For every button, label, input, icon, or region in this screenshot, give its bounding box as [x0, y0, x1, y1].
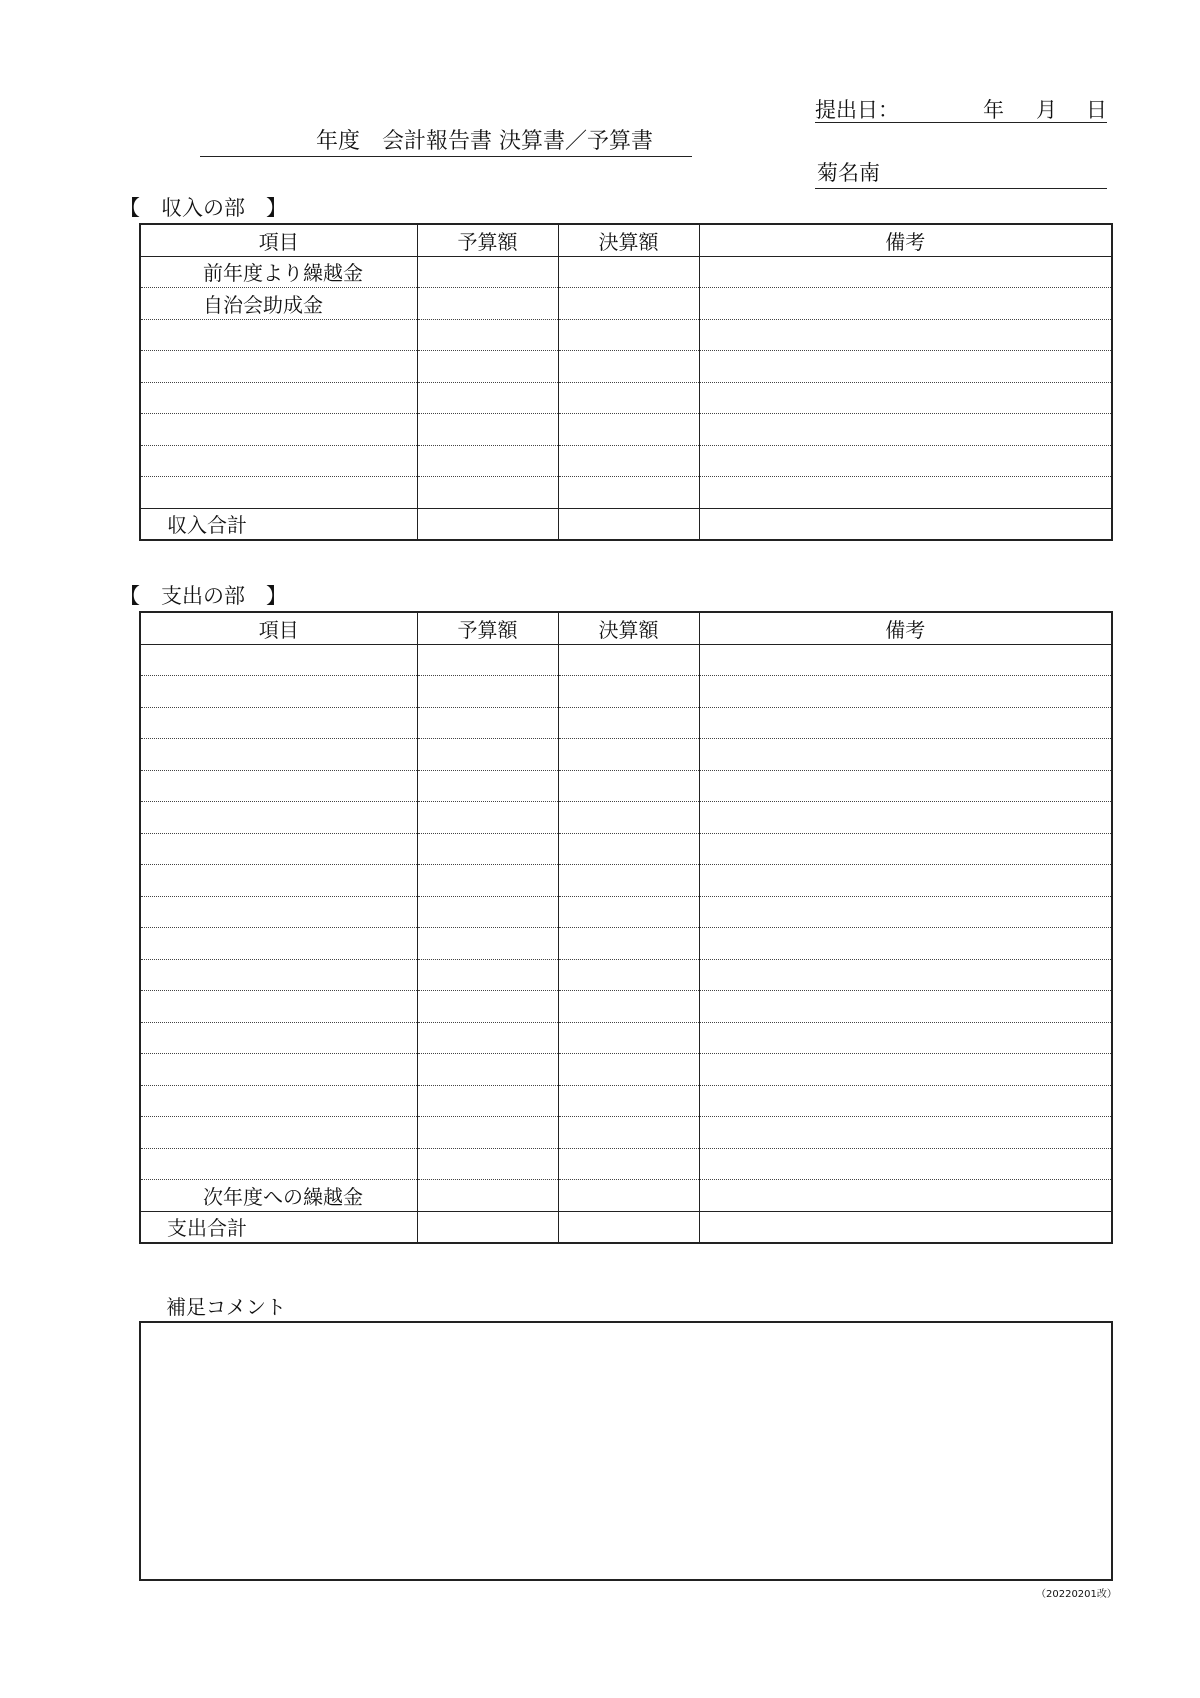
column-header-budget: 予算額	[417, 612, 558, 644]
actual-cell[interactable]	[558, 1022, 699, 1054]
actual-cell[interactable]	[558, 1211, 699, 1243]
notes-cell[interactable]	[699, 414, 1112, 446]
table-row	[140, 1085, 1112, 1117]
budget-cell[interactable]	[417, 1117, 558, 1149]
item-cell[interactable]: 前年度より繰越金	[140, 256, 417, 288]
column-header-actual: 決算額	[558, 612, 699, 644]
table-row	[140, 351, 1112, 383]
income-rows	[140, 256, 1112, 540]
budget-cell[interactable]	[417, 288, 558, 320]
notes-cell[interactable]	[699, 1211, 1112, 1243]
item-cell[interactable]	[140, 770, 417, 802]
actual-cell[interactable]	[558, 351, 699, 383]
table-row	[140, 256, 1112, 288]
item-cell[interactable]	[140, 319, 417, 351]
submit-year-label: 年	[983, 98, 1004, 122]
table-row	[140, 1117, 1112, 1149]
table-row	[140, 896, 1112, 928]
budget-cell[interactable]	[417, 991, 558, 1023]
actual-cell[interactable]	[558, 414, 699, 446]
budget-cell[interactable]	[417, 644, 558, 676]
column-header-item: 項目	[140, 224, 417, 256]
actual-cell[interactable]	[558, 802, 699, 834]
budget-cell[interactable]	[417, 833, 558, 865]
item-cell[interactable]	[140, 382, 417, 414]
notes-cell[interactable]	[699, 896, 1112, 928]
notes-cell[interactable]	[699, 707, 1112, 739]
budget-cell[interactable]	[417, 1148, 558, 1180]
table-row	[140, 802, 1112, 834]
budget-cell[interactable]	[417, 351, 558, 383]
item-cell[interactable]	[140, 676, 417, 708]
actual-cell[interactable]	[558, 319, 699, 351]
column-header-actual: 決算額	[558, 224, 699, 256]
notes-cell[interactable]	[699, 477, 1112, 509]
notes-cell[interactable]	[699, 382, 1112, 414]
actual-cell[interactable]	[558, 1180, 699, 1212]
budget-cell[interactable]	[417, 865, 558, 897]
notes-cell[interactable]	[699, 1180, 1112, 1212]
table-row	[140, 1022, 1112, 1054]
item-cell[interactable]: 収入合計	[140, 508, 417, 540]
table-row	[140, 1148, 1112, 1180]
notes-cell[interactable]	[699, 928, 1112, 960]
expense-table	[139, 611, 1113, 1244]
item-cell[interactable]: 支出合計	[140, 1211, 417, 1243]
budget-cell[interactable]	[417, 1180, 558, 1212]
table-header-row	[140, 224, 1112, 256]
notes-cell[interactable]	[699, 319, 1112, 351]
actual-cell[interactable]	[558, 1117, 699, 1149]
budget-cell[interactable]	[417, 802, 558, 834]
table-row	[140, 1180, 1112, 1212]
budget-cell[interactable]	[417, 382, 558, 414]
actual-cell[interactable]	[558, 477, 699, 509]
table-row	[140, 739, 1112, 771]
expense-section-heading: 【 支出の部 】	[119, 584, 287, 608]
budget-cell[interactable]	[417, 477, 558, 509]
notes-cell[interactable]	[699, 1022, 1112, 1054]
budget-cell[interactable]	[417, 1022, 558, 1054]
table-row	[140, 707, 1112, 739]
table-row	[140, 382, 1112, 414]
notes-cell[interactable]	[699, 1117, 1112, 1149]
actual-cell[interactable]	[558, 1085, 699, 1117]
item-cell[interactable]	[140, 959, 417, 991]
budget-cell[interactable]	[417, 739, 558, 771]
notes-cell[interactable]	[699, 351, 1112, 383]
budget-cell[interactable]	[417, 1054, 558, 1086]
actual-cell[interactable]	[558, 676, 699, 708]
actual-cell[interactable]	[558, 896, 699, 928]
table-row	[140, 959, 1112, 991]
notes-cell[interactable]	[699, 256, 1112, 288]
submit-day-label: 日	[1086, 98, 1107, 122]
notes-cell[interactable]	[699, 508, 1112, 540]
table-row	[140, 770, 1112, 802]
notes-cell[interactable]	[699, 1085, 1112, 1117]
item-cell[interactable]	[140, 928, 417, 960]
notes-cell[interactable]	[699, 802, 1112, 834]
notes-cell[interactable]	[699, 644, 1112, 676]
submit-month-label: 月	[1036, 98, 1057, 122]
actual-cell[interactable]	[558, 991, 699, 1023]
table-row	[140, 414, 1112, 446]
table-row	[140, 644, 1112, 676]
notes-cell[interactable]	[699, 770, 1112, 802]
comment-label: 補足コメント	[166, 1295, 286, 1319]
notes-cell[interactable]	[699, 865, 1112, 897]
table-row	[140, 445, 1112, 477]
column-header-notes: 備考	[699, 612, 1112, 644]
item-cell[interactable]	[140, 1054, 417, 1086]
income-table	[139, 223, 1113, 541]
page-title: 年度 会計報告書 決算書／予算書	[316, 129, 653, 154]
budget-cell[interactable]	[417, 256, 558, 288]
budget-cell[interactable]	[417, 676, 558, 708]
budget-cell[interactable]	[417, 928, 558, 960]
item-cell[interactable]	[140, 865, 417, 897]
item-cell[interactable]	[140, 1085, 417, 1117]
notes-cell[interactable]	[699, 445, 1112, 477]
notes-cell[interactable]	[699, 833, 1112, 865]
notes-cell[interactable]	[699, 959, 1112, 991]
item-cell[interactable]	[140, 351, 417, 383]
table-row	[140, 676, 1112, 708]
actual-cell[interactable]	[558, 770, 699, 802]
actual-cell[interactable]	[558, 928, 699, 960]
budget-cell[interactable]	[417, 414, 558, 446]
table-row	[140, 833, 1112, 865]
column-header-item: 項目	[140, 612, 417, 644]
item-cell[interactable]	[140, 896, 417, 928]
budget-cell[interactable]	[417, 1211, 558, 1243]
table-row	[140, 865, 1112, 897]
actual-cell[interactable]	[558, 445, 699, 477]
actual-cell[interactable]	[558, 959, 699, 991]
submit-date-label: 提出日：	[815, 98, 899, 122]
actual-cell[interactable]	[558, 288, 699, 320]
comment-box[interactable]	[139, 1321, 1113, 1581]
item-cell[interactable]	[140, 739, 417, 771]
actual-cell[interactable]	[558, 833, 699, 865]
actual-cell[interactable]	[558, 256, 699, 288]
table-row	[140, 508, 1112, 540]
table-row	[140, 288, 1112, 320]
revision-note: （20220201改）	[1036, 1589, 1117, 1600]
notes-cell[interactable]	[699, 991, 1112, 1023]
notes-cell[interactable]	[699, 739, 1112, 771]
budget-cell[interactable]	[417, 707, 558, 739]
budget-cell[interactable]	[417, 959, 558, 991]
table-row	[140, 928, 1112, 960]
item-cell[interactable]: 次年度への繰越金	[140, 1180, 417, 1212]
notes-cell[interactable]	[699, 676, 1112, 708]
budget-cell[interactable]	[417, 1085, 558, 1117]
item-cell[interactable]	[140, 445, 417, 477]
actual-cell[interactable]	[558, 382, 699, 414]
table-row	[140, 1054, 1112, 1086]
actual-cell[interactable]	[558, 508, 699, 540]
actual-cell[interactable]	[558, 644, 699, 676]
table-header-row	[140, 612, 1112, 644]
budget-cell[interactable]	[417, 508, 558, 540]
table-row	[140, 319, 1112, 351]
item-cell[interactable]	[140, 1022, 417, 1054]
actual-cell[interactable]	[558, 739, 699, 771]
actual-cell[interactable]	[558, 1054, 699, 1086]
item-cell[interactable]	[140, 991, 417, 1023]
notes-cell[interactable]	[699, 1054, 1112, 1086]
budget-cell[interactable]	[417, 896, 558, 928]
item-cell[interactable]	[140, 644, 417, 676]
table-row	[140, 991, 1112, 1023]
actual-cell[interactable]	[558, 865, 699, 897]
budget-cell[interactable]	[417, 319, 558, 351]
item-cell[interactable]	[140, 1117, 417, 1149]
item-cell[interactable]	[140, 1148, 417, 1180]
column-header-notes: 備考	[699, 224, 1112, 256]
budget-cell[interactable]	[417, 445, 558, 477]
item-cell[interactable]	[140, 414, 417, 446]
item-cell[interactable]: 自治会助成金	[140, 288, 417, 320]
column-header-budget: 予算額	[417, 224, 558, 256]
item-cell[interactable]	[140, 707, 417, 739]
table-row	[140, 1211, 1112, 1243]
budget-cell[interactable]	[417, 770, 558, 802]
expense-rows	[140, 644, 1112, 1243]
item-cell[interactable]	[140, 477, 417, 509]
notes-cell[interactable]	[699, 1148, 1112, 1180]
item-cell[interactable]	[140, 802, 417, 834]
notes-cell[interactable]	[699, 288, 1112, 320]
actual-cell[interactable]	[558, 1148, 699, 1180]
actual-cell[interactable]	[558, 707, 699, 739]
income-section-heading: 【 収入の部 】	[119, 196, 287, 220]
table-row	[140, 477, 1112, 509]
district-name: 菊名南	[817, 161, 880, 185]
item-cell[interactable]	[140, 833, 417, 865]
